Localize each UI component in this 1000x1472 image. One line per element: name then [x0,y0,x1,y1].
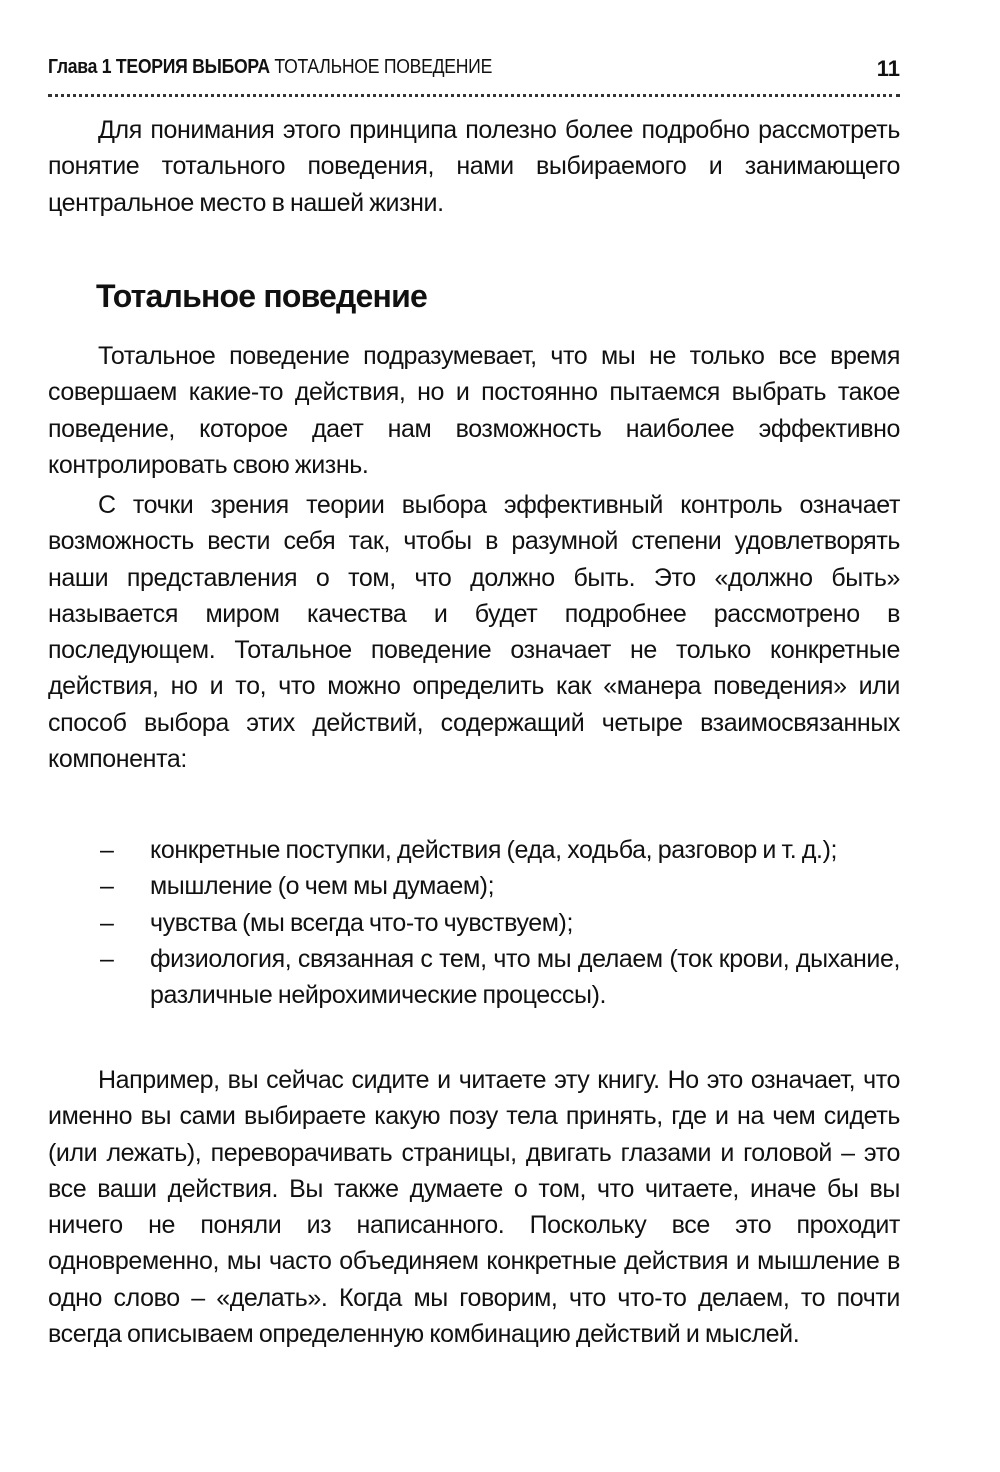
list-item [48,832,900,868]
paragraph-1: Тотальное поведение подразумевает, что мы не только все время совершаем какие-то действия, но и постоянно пытаемся выбрать такое поведение, которое дает нам возможность наиболее эффективно контролировать свою жизнь. [48,342,900,479]
paragraph-2: С точки зрения теории выбора эффективный контроль означает возможность вести себя так, чтобы в разумной степени удовлетворять наши представления о том, что должно быть. Это «должно быть» называется миром качества и будет подробнее рассмотрено в последующем. Тотальное поведение означает не только конкретные действия, но и то, что можно определить как «манера поведения» или способ выбора этих действий, содержащий четыре взаимосвязанных компонента: [48,491,900,774]
header-book-part: ТЕОРИЯ ВЫБОРА [115,56,270,78]
header-divider [48,94,900,97]
list-marker: – [100,908,114,937]
list-item-text: физиология, связанная с тем, что мы делаем (ток крови, дыхание, различные нейрохимические процессы). [150,944,900,1010]
list-marker: – [100,872,114,901]
section-title: Тотальное поведение [96,278,427,314]
list-item [48,941,900,1014]
intro-paragraph: Для понимания этого принципа полезно более подробно рассмотреть понятие тотального поведения, нами выбираемого и занимающего центральное место в нашей жизни. [48,116,900,217]
running-header [48,56,798,90]
list-item-text: конкретные поступки, действия (еда, ходьба, разговор и т. д.); [150,836,838,864]
list-item-text: чувства (мы всегда что-то чувствуем); [150,908,574,937]
page-number: 11 [876,56,900,81]
list-item-text: мышление (о чем мы думаем); [150,872,495,901]
list-marker: – [100,836,114,864]
list-item [48,905,900,941]
header-section: ТОТАЛЬНОЕ ПОВЕДЕНИЕ [274,56,493,78]
list-marker: – [100,944,114,973]
closing-paragraph: Например, вы сейчас сидите и читаете эту книгу. Но это означает, что именно вы сами выбираете какую позу тела принять, где и на чем сидеть (или лежать), переворачивать страницы, двигать глазами и головой – это все ваши действия. Вы также думаете о том, что читаете, иначе бы вы ничего не поняли из написанного. Поскольку все это проходит одновременно, мы часто объединяем конкретные действия и мышление в одно слово – «делать». Когда мы говорим, что что-то делаем, то почти всегда описываем определенную комбинацию действий и мыслей. [48,1066,900,1349]
header-chapter: Глава 1 [48,56,112,78]
components-list [48,832,900,1013]
list-item [48,868,900,904]
